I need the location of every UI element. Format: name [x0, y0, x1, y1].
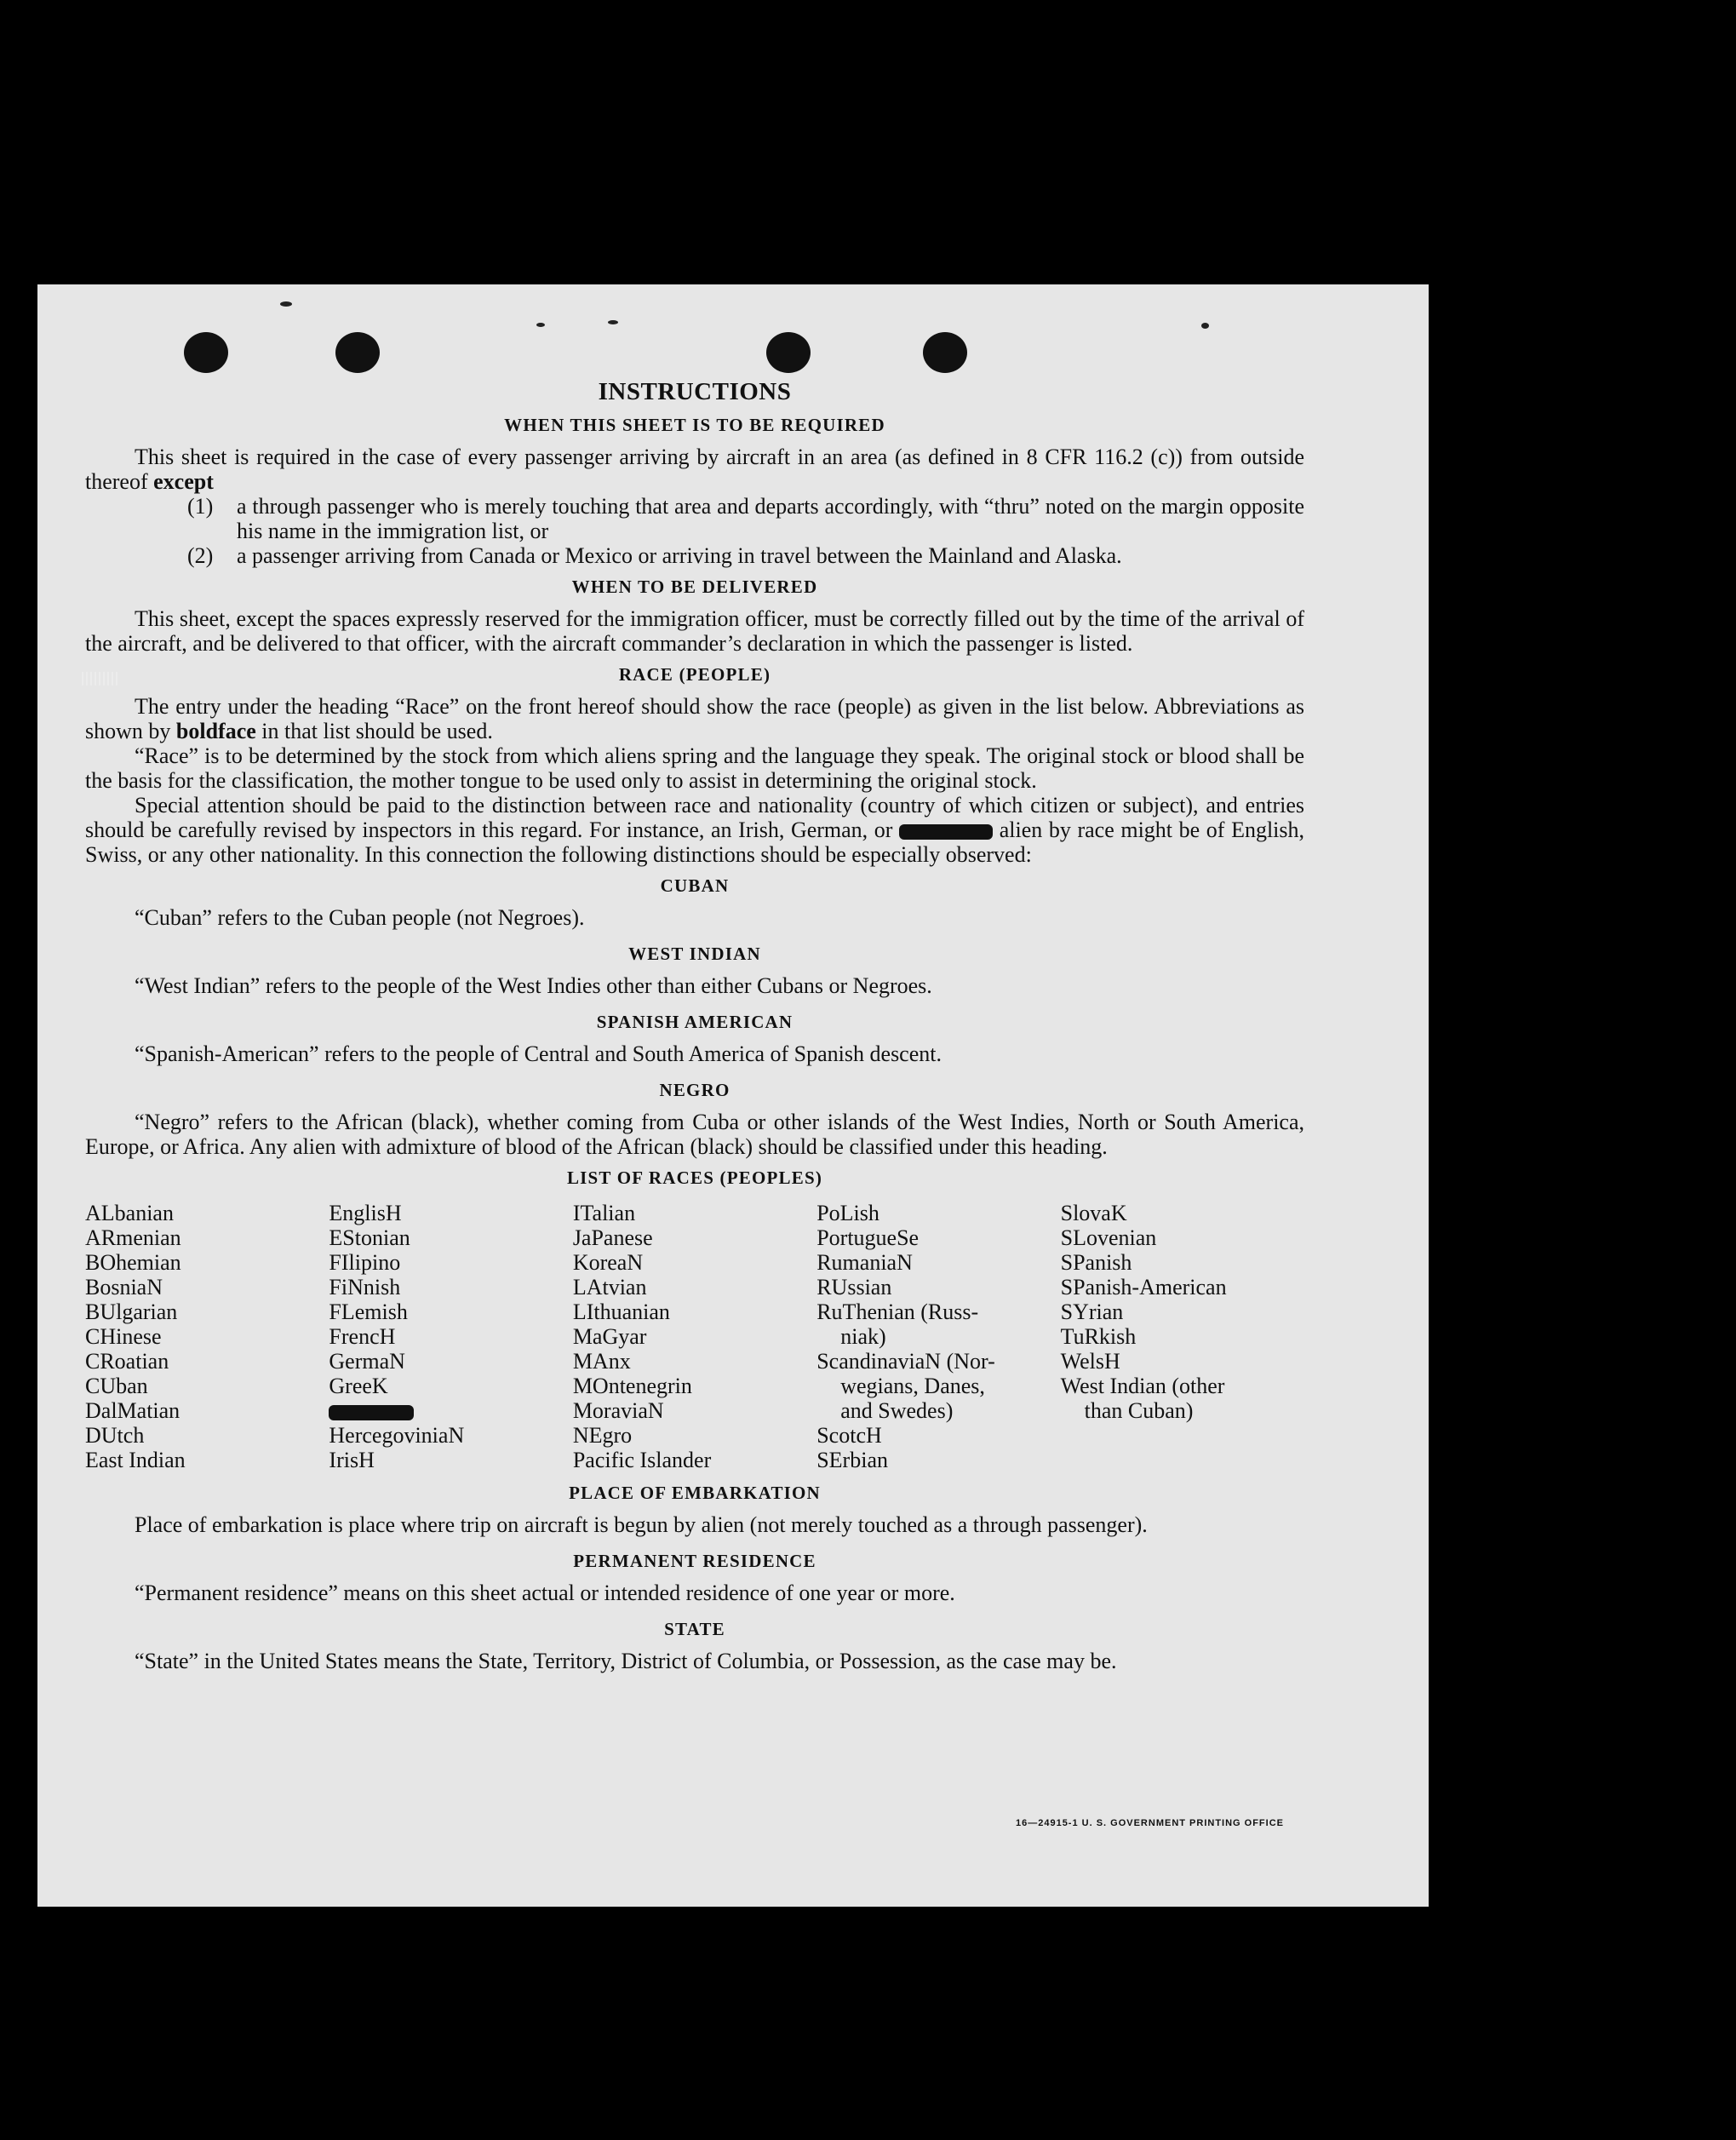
- section-heading: PLACE OF EMBARKATION: [569, 1483, 821, 1503]
- race-entry: GreeK: [329, 1374, 388, 1398]
- race-entry: wegians, Danes,: [840, 1374, 985, 1398]
- race-entry: Pacific Islander: [572, 1448, 712, 1472]
- race-entry: SLovenian: [1060, 1225, 1157, 1250]
- race-column: [573, 1201, 816, 1472]
- section-heading: PERMANENT RESIDENCE: [573, 1551, 816, 1571]
- race-entry: SPanish-American: [1060, 1275, 1227, 1299]
- race-entry: HercegoviniaN: [329, 1423, 465, 1448]
- section-heading: LIST OF RACES (PEOPLES): [566, 1168, 823, 1188]
- race-entry: CHinese: [85, 1324, 162, 1349]
- section-heading: WHEN THIS SHEET IS TO BE REQUIRED: [504, 415, 885, 435]
- speck: [1201, 323, 1209, 329]
- race-entry: MOntenegrin: [572, 1374, 692, 1398]
- punch-hole: [335, 332, 380, 373]
- section-heading: WEST INDIAN: [628, 944, 761, 964]
- race-entry: FLemish: [329, 1299, 408, 1324]
- race-entry: BosniaN: [85, 1275, 163, 1299]
- race-entry: ITalian: [572, 1201, 636, 1225]
- race-entry: SErbian: [816, 1448, 888, 1472]
- race-column: [1061, 1201, 1304, 1472]
- race-entry: East Indian: [85, 1448, 186, 1472]
- paragraph: Place of embarkation is place where trip on aircraft is begun by alien (not merely touched as a through passenger).: [135, 1512, 1148, 1537]
- race-entry: ScandinaviaN (Nor-: [816, 1349, 995, 1374]
- race-entry: EnglisH: [329, 1201, 402, 1225]
- race-entry: MaGyar: [572, 1324, 647, 1349]
- race-entry: West Indian (other: [1060, 1374, 1225, 1398]
- race-entry: ARmenian: [85, 1225, 181, 1250]
- race-entry: CUban: [85, 1374, 148, 1398]
- race-entry: TuRkish: [1060, 1324, 1137, 1349]
- redaction-mark: [899, 824, 993, 840]
- section-heading: CUBAN: [660, 875, 730, 896]
- race-column: [816, 1201, 1060, 1472]
- speck: [280, 301, 292, 307]
- page-title: INSTRUCTIONS: [598, 378, 792, 405]
- race-entry: CRoatian: [85, 1349, 169, 1374]
- race-entry: [329, 1398, 572, 1423]
- race-entry: FrencH: [329, 1324, 396, 1349]
- paragraph: The entry under the heading “Race” on the front hereof should show the race (people) as given in the list below. Abbreviations as shown by boldface in that list should be used.: [85, 694, 1304, 743]
- paragraph: “State” in the United States means the State, Territory, District of Columbia, or Possession, as the case may be.: [135, 1649, 1117, 1673]
- race-entry: PortugueSe: [816, 1225, 920, 1250]
- race-entry: MoraviaN: [572, 1398, 664, 1423]
- paragraph: “Cuban” refers to the Cuban people (not Negroes).: [135, 905, 585, 930]
- race-entry: SPanish: [1060, 1250, 1132, 1275]
- race-entry: MAnx: [572, 1349, 631, 1374]
- race-entry: FiNnish: [329, 1275, 401, 1299]
- race-entry: RumaniaN: [816, 1250, 913, 1275]
- race-entry: WelsH: [1060, 1349, 1120, 1374]
- paragraph: This sheet, except the spaces expressly reserved for the immigration officer, must be correctly filled out by the time of the arrival of the aircraft, and be delivered to that officer, with the aircraft commander’s declaration in which the passenger is listed.: [85, 606, 1304, 656]
- race-entry: PoLish: [816, 1201, 879, 1225]
- race-entry: JaPanese: [572, 1225, 653, 1250]
- section-heading: NEGRO: [659, 1080, 730, 1100]
- race-list: [85, 1201, 1304, 1472]
- race-column: [329, 1201, 572, 1472]
- paragraph: “West Indian” refers to the people of the West Indies other than either Cubans or Negroes.: [135, 973, 932, 998]
- instructions-body: [85, 380, 1304, 1673]
- list-item: (1) a through passenger who is merely touching that area and departs accordingly, with “thru” noted on the margin opposite his name in the immigration list, or: [187, 494, 1304, 543]
- paragraph: “Race” is to be determined by the stock from which aliens spring and the language they speak. The original stock or blood shall be the basis for the classification, the mother tongue to be used only to assist in determining the original stock.: [85, 743, 1304, 793]
- section-heading: SPANISH AMERICAN: [596, 1012, 794, 1032]
- paragraph: “Negro” refers to the African (black), whether coming from Cuba or other islands of the West Indies, North or South America, Europe, or Africa. Any alien with admixture of blood of the African (black) should be classified under this heading.: [85, 1110, 1304, 1159]
- race-entry: EStonian: [329, 1225, 410, 1250]
- paragraph: “Spanish-American” refers to the people of Central and South America of Spanish descent.: [135, 1041, 942, 1066]
- race-entry: ScotcH: [816, 1423, 882, 1448]
- race-entry: ALbanian: [85, 1201, 174, 1225]
- race-entry: LAtvian: [572, 1275, 647, 1299]
- section-heading: WHEN TO BE DELIVERED: [571, 577, 818, 597]
- speck: [536, 323, 545, 327]
- race-entry: DalMatian: [85, 1398, 180, 1423]
- paragraph: “Permanent residence” means on this sheet actual or intended residence of one year or more.: [135, 1581, 955, 1605]
- race-entry: and Swedes): [840, 1398, 954, 1423]
- race-entry: GermaN: [329, 1349, 405, 1374]
- redaction-mark: [329, 1405, 414, 1420]
- race-entry: BOhemian: [85, 1250, 181, 1275]
- race-entry: KoreaN: [572, 1250, 644, 1275]
- race-entry: RuThenian (Russ-: [816, 1299, 979, 1324]
- race-entry: NEgro: [572, 1423, 633, 1448]
- race-entry: RUssian: [816, 1275, 892, 1299]
- race-column: [85, 1201, 329, 1472]
- race-entry: SlovaK: [1060, 1201, 1127, 1225]
- race-entry: SYrian: [1060, 1299, 1124, 1324]
- race-entry: IrisH: [329, 1448, 375, 1472]
- race-entry: FIlipino: [329, 1250, 401, 1275]
- document-page: [37, 284, 1429, 1907]
- race-entry: BUlgarian: [85, 1299, 178, 1324]
- section-heading: RACE (PEOPLE): [618, 664, 771, 685]
- punch-hole: [766, 332, 811, 373]
- paragraph: Special attention should be paid to the distinction between race and nationality (country of which citizen or subject), and entries should be carefully revised by inspectors in this regard. For instance, an Irish, German, or alien by race might be of English, Swiss, or any other nationality. In this connection the following distinctions should be especially observed:: [85, 793, 1305, 867]
- punch-hole: [923, 332, 967, 373]
- race-entry: LIthuanian: [572, 1299, 670, 1324]
- race-entry: than Cuban): [1084, 1398, 1194, 1423]
- paragraph: This sheet is required in the case of every passenger arriving by aircraft in an area (as defined in 8 CFR 116.2 (c)) from outside thereof except: [85, 445, 1304, 494]
- race-entry: niak): [840, 1324, 886, 1349]
- speck: [608, 320, 618, 324]
- printer-imprint: 16—24915-1 U. S. GOVERNMENT PRINTING OFFICE: [1015, 1818, 1284, 1828]
- section-heading: STATE: [664, 1619, 725, 1639]
- punch-hole: [184, 332, 228, 373]
- list-item: (2) a passenger arriving from Canada or Mexico or arriving in travel between the Mainland and Alaska.: [187, 543, 1122, 568]
- race-entry: DUtch: [85, 1423, 145, 1448]
